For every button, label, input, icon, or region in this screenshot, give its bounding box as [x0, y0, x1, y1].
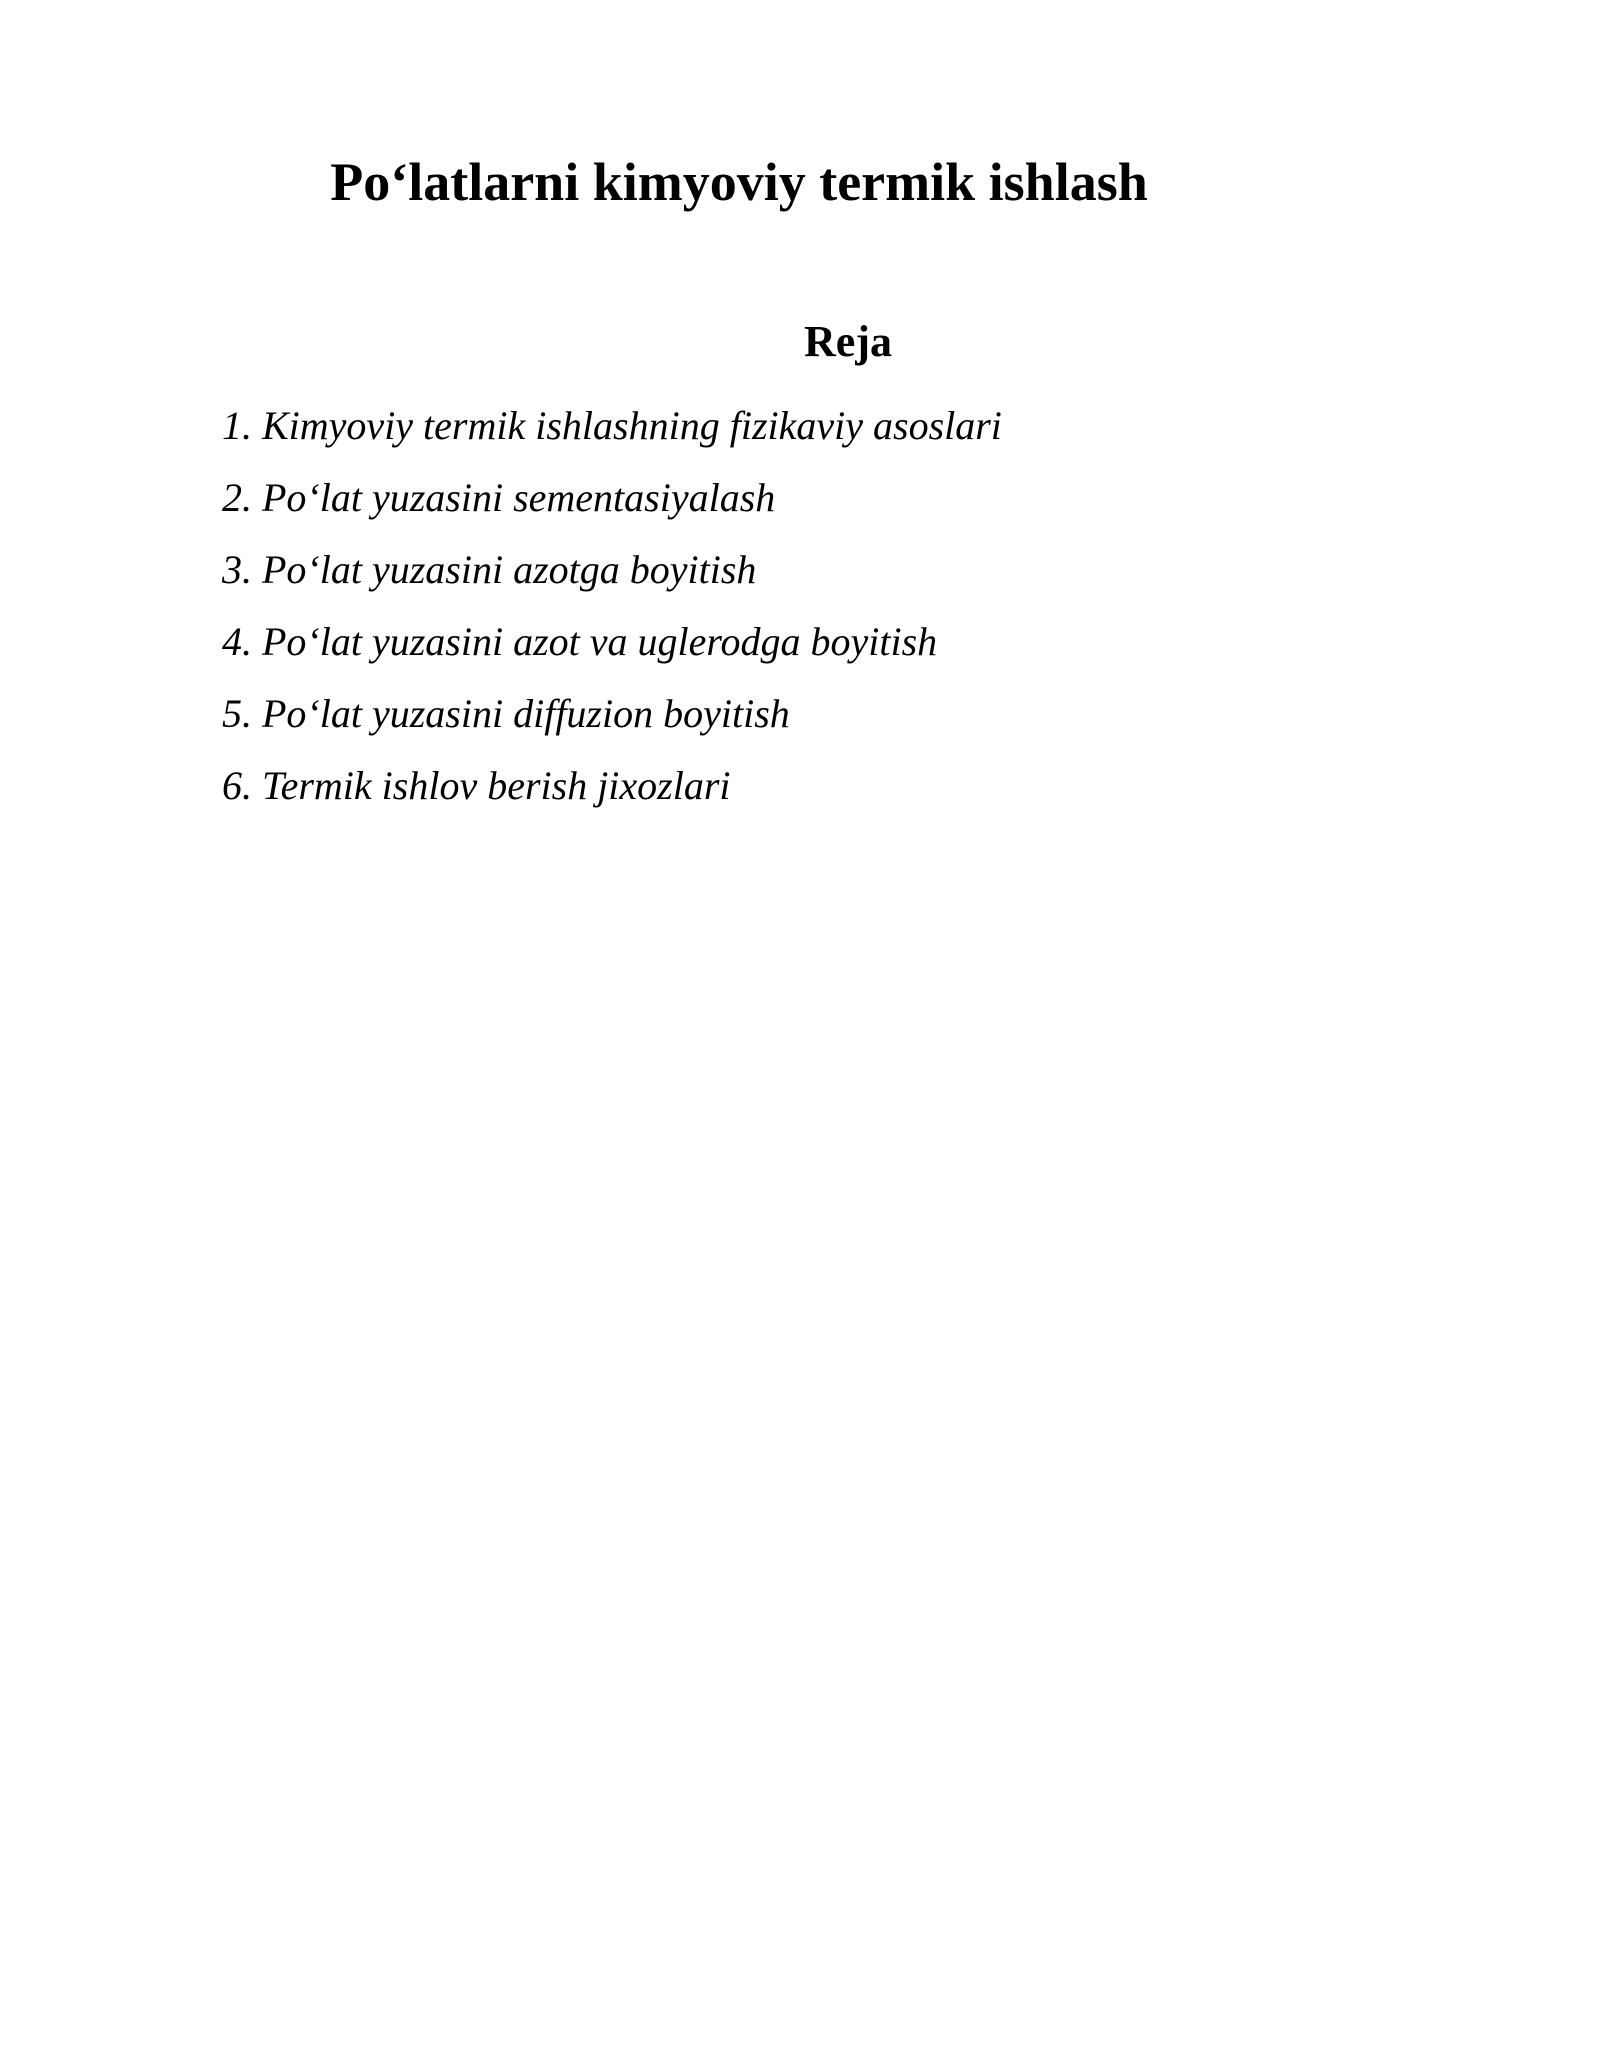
plan-item-text: Po‘lat yuzasini sementasiyalash [262, 475, 776, 520]
plan-item-number: 4. [222, 619, 252, 664]
plan-item-text: Po‘lat yuzasini azot va uglerodga boyitish [262, 619, 938, 664]
plan-item-number: 5. [222, 691, 252, 736]
plan-item-number: 2. [222, 475, 252, 520]
plan-item [222, 534, 1002, 606]
plan-item [222, 390, 1002, 462]
plan-item-number: 3. [222, 547, 252, 592]
plan-list [222, 390, 1002, 822]
document-title-text: Po‘latlarni kimyoviy termik ishlash [330, 152, 1148, 212]
plan-item-text: Po‘lat yuzasini azotga boyitish [262, 547, 757, 592]
plan-item-text: Po‘lat yuzasini diffuzion boyitish [262, 691, 790, 736]
plan-heading: Reja [804, 316, 892, 366]
plan-item-text: Kimyoviy termik ishlashning fizikaviy asoslari [262, 403, 1002, 448]
document-title [122, 150, 1600, 214]
plan-item-number: 1. [222, 403, 252, 448]
plan-item-text: Termik ishlov berish jixozlari [262, 763, 731, 808]
plan-item [222, 606, 1002, 678]
plan-item [222, 462, 1002, 534]
plan-item [222, 678, 1002, 750]
plan-item-number: 6. [222, 763, 252, 808]
plan-item [222, 750, 1002, 822]
